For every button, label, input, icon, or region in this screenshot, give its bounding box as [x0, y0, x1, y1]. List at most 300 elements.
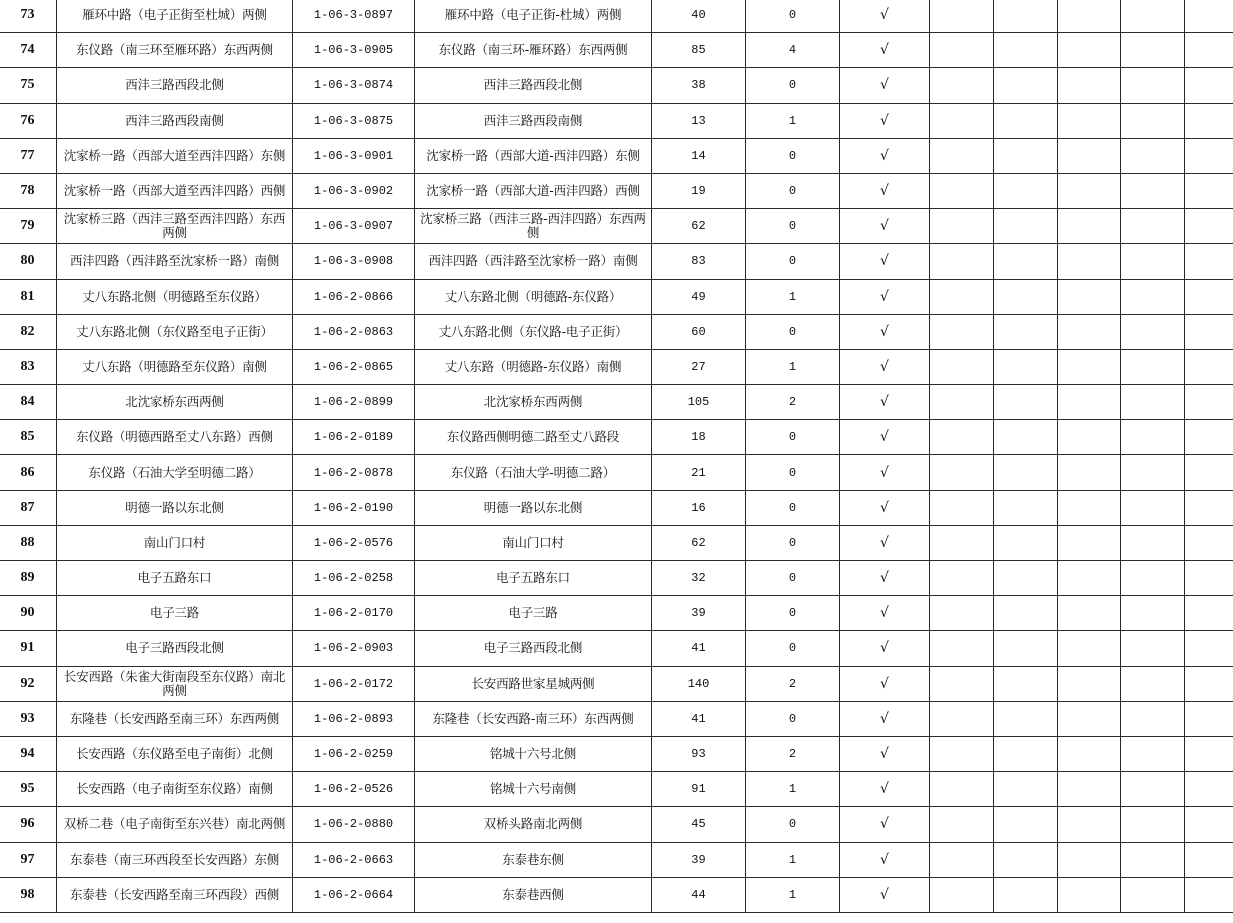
empty-cell	[1121, 842, 1185, 877]
empty-cell	[994, 68, 1058, 103]
check-mark-cell: √	[840, 68, 930, 103]
count-a-cell: 93	[652, 736, 746, 771]
location-name-cell: 东泰巷东侧	[415, 842, 652, 877]
row-number-cell: 98	[0, 877, 57, 912]
check-mark-cell: √	[840, 701, 930, 736]
empty-cell	[1121, 772, 1185, 807]
check-mark-cell: √	[840, 561, 930, 596]
code-cell: 1-06-3-0874	[293, 68, 415, 103]
row-number-cell: 95	[0, 772, 57, 807]
check-mark-cell: √	[840, 772, 930, 807]
road-section-cell: 沈家桥三路（西沣三路至西沣四路）东西两侧	[57, 209, 293, 244]
empty-cell	[1058, 349, 1121, 384]
road-section-cell: 东泰巷（南三环西段至长安西路）东侧	[57, 842, 293, 877]
count-b-cell: 0	[746, 455, 840, 490]
empty-cell	[930, 490, 994, 525]
empty-cell	[1185, 0, 1233, 33]
empty-cell	[930, 349, 994, 384]
location-name-cell: 电子三路	[415, 596, 652, 631]
empty-cell	[1121, 490, 1185, 525]
count-b-cell: 0	[746, 420, 840, 455]
count-a-cell: 85	[652, 33, 746, 68]
empty-cell	[930, 561, 994, 596]
empty-cell	[1121, 68, 1185, 103]
code-cell: 1-06-3-0897	[293, 0, 415, 33]
count-b-cell: 0	[746, 631, 840, 666]
empty-cell	[1058, 455, 1121, 490]
empty-cell	[994, 138, 1058, 173]
empty-cell	[994, 666, 1058, 701]
check-mark-cell: √	[840, 490, 930, 525]
empty-cell	[994, 772, 1058, 807]
road-section-cell: 双桥二巷（电子南街至东兴巷）南北两侧	[57, 807, 293, 842]
road-section-cell: 雁环中路（电子正街至杜城）两侧	[57, 0, 293, 33]
empty-cell	[1185, 701, 1233, 736]
empty-cell	[930, 209, 994, 244]
row-number-cell: 86	[0, 455, 57, 490]
row-number-cell: 79	[0, 209, 57, 244]
count-b-cell: 2	[746, 666, 840, 701]
road-section-cell: 电子五路东口	[57, 561, 293, 596]
check-mark-cell: √	[840, 525, 930, 560]
empty-cell	[930, 103, 994, 138]
row-number-cell: 91	[0, 631, 57, 666]
count-b-cell: 0	[746, 68, 840, 103]
road-section-cell: 电子三路西段北侧	[57, 631, 293, 666]
empty-cell	[1185, 279, 1233, 314]
empty-cell	[930, 420, 994, 455]
location-name-cell: 南山门口村	[415, 525, 652, 560]
code-cell: 1-06-2-0866	[293, 279, 415, 314]
table-row	[0, 772, 1233, 807]
row-number-cell: 85	[0, 420, 57, 455]
table-row	[0, 314, 1233, 349]
road-section-cell: 东隆巷（长安西路至南三环）东西两侧	[57, 701, 293, 736]
empty-cell	[1121, 279, 1185, 314]
table-row	[0, 33, 1233, 68]
table-row	[0, 420, 1233, 455]
check-mark-cell: √	[840, 631, 930, 666]
empty-cell	[1185, 173, 1233, 208]
location-name-cell: 东仪路西侧明德二路至丈八路段	[415, 420, 652, 455]
empty-cell	[1058, 842, 1121, 877]
road-section-cell: 沈家桥一路（西部大道至西沣四路）西侧	[57, 173, 293, 208]
road-section-cell: 东泰巷（长安西路至南三环西段）西侧	[57, 877, 293, 912]
code-cell: 1-06-2-0903	[293, 631, 415, 666]
empty-cell	[930, 807, 994, 842]
row-number-cell: 93	[0, 701, 57, 736]
empty-cell	[1185, 490, 1233, 525]
empty-cell	[1185, 631, 1233, 666]
empty-cell	[1058, 525, 1121, 560]
empty-cell	[1121, 103, 1185, 138]
empty-cell	[1185, 525, 1233, 560]
count-b-cell: 0	[746, 244, 840, 279]
empty-cell	[1058, 209, 1121, 244]
check-mark-cell: √	[840, 103, 930, 138]
code-cell: 1-06-2-0170	[293, 596, 415, 631]
empty-cell	[930, 68, 994, 103]
empty-cell	[994, 314, 1058, 349]
empty-cell	[994, 525, 1058, 560]
code-cell: 1-06-2-0664	[293, 877, 415, 912]
count-b-cell: 0	[746, 807, 840, 842]
empty-cell	[994, 877, 1058, 912]
empty-cell	[930, 842, 994, 877]
location-name-cell: 铭城十六号北侧	[415, 736, 652, 771]
empty-cell	[1185, 596, 1233, 631]
row-number-cell: 90	[0, 596, 57, 631]
empty-cell	[1121, 385, 1185, 420]
count-a-cell: 41	[652, 631, 746, 666]
code-cell: 1-06-3-0875	[293, 103, 415, 138]
code-cell: 1-06-2-0576	[293, 525, 415, 560]
empty-cell	[994, 455, 1058, 490]
location-name-cell: 东仪路（南三环-雁环路）东西两侧	[415, 33, 652, 68]
road-section-cell: 长安西路（电子南街至东仪路）南侧	[57, 772, 293, 807]
empty-cell	[1185, 842, 1233, 877]
count-b-cell: 0	[746, 173, 840, 208]
empty-cell	[1185, 455, 1233, 490]
check-mark-cell: √	[840, 209, 930, 244]
count-b-cell: 1	[746, 842, 840, 877]
empty-cell	[1121, 455, 1185, 490]
table-row	[0, 138, 1233, 173]
empty-cell	[994, 103, 1058, 138]
count-b-cell: 0	[746, 490, 840, 525]
empty-cell	[994, 807, 1058, 842]
empty-cell	[1185, 33, 1233, 68]
empty-cell	[930, 772, 994, 807]
count-b-cell: 2	[746, 385, 840, 420]
road-section-cell: 西沣三路西段北侧	[57, 68, 293, 103]
row-number-cell: 96	[0, 807, 57, 842]
road-section-cell: 长安西路（朱雀大街南段至东仪路）南北两侧	[57, 666, 293, 701]
table-row	[0, 490, 1233, 525]
table-row	[0, 807, 1233, 842]
count-b-cell: 0	[746, 138, 840, 173]
road-section-cell: 北沈家桥东西两侧	[57, 385, 293, 420]
road-section-cell: 丈八东路（明德路至东仪路）南侧	[57, 349, 293, 384]
code-cell: 1-06-2-0878	[293, 455, 415, 490]
empty-cell	[930, 173, 994, 208]
empty-cell	[1058, 736, 1121, 771]
empty-cell	[1185, 103, 1233, 138]
check-mark-cell: √	[840, 807, 930, 842]
check-mark-cell: √	[840, 244, 930, 279]
road-section-cell: 沈家桥一路（西部大道至西沣四路）东侧	[57, 138, 293, 173]
location-name-cell: 丈八东路（明德路-东仪路）南侧	[415, 349, 652, 384]
empty-cell	[1121, 596, 1185, 631]
empty-cell	[994, 173, 1058, 208]
empty-cell	[930, 314, 994, 349]
code-cell: 1-06-2-0880	[293, 807, 415, 842]
empty-cell	[994, 701, 1058, 736]
empty-cell	[1121, 631, 1185, 666]
location-name-cell: 沈家桥一路（西部大道-西沣四路）西侧	[415, 173, 652, 208]
empty-cell	[1185, 314, 1233, 349]
check-mark-cell: √	[840, 0, 930, 33]
road-section-cell: 南山门口村	[57, 525, 293, 560]
empty-cell	[1058, 314, 1121, 349]
count-b-cell: 0	[746, 209, 840, 244]
location-name-cell: 西沣四路（西沣路至沈家桥一路）南侧	[415, 244, 652, 279]
location-name-cell: 丈八东路北侧（明德路-东仪路）	[415, 279, 652, 314]
road-section-cell: 长安西路（东仪路至电子南街）北侧	[57, 736, 293, 771]
table-row	[0, 561, 1233, 596]
check-mark-cell: √	[840, 736, 930, 771]
empty-cell	[1058, 279, 1121, 314]
location-name-cell: 雁环中路（电子正街-杜城）两侧	[415, 0, 652, 33]
count-b-cell: 0	[746, 314, 840, 349]
count-b-cell: 0	[746, 525, 840, 560]
empty-cell	[930, 385, 994, 420]
count-a-cell: 27	[652, 349, 746, 384]
empty-cell	[1121, 33, 1185, 68]
table-row	[0, 842, 1233, 877]
count-a-cell: 60	[652, 314, 746, 349]
row-number-cell: 81	[0, 279, 57, 314]
empty-cell	[994, 596, 1058, 631]
code-cell: 1-06-2-0865	[293, 349, 415, 384]
empty-cell	[1121, 561, 1185, 596]
code-cell: 1-06-3-0907	[293, 209, 415, 244]
code-cell: 1-06-2-0893	[293, 701, 415, 736]
row-number-cell: 82	[0, 314, 57, 349]
table-row	[0, 596, 1233, 631]
empty-cell	[1121, 420, 1185, 455]
count-a-cell: 18	[652, 420, 746, 455]
road-section-cell: 西沣三路西段南侧	[57, 103, 293, 138]
table-row	[0, 244, 1233, 279]
count-a-cell: 91	[652, 772, 746, 807]
empty-cell	[930, 33, 994, 68]
location-name-cell: 电子三路西段北侧	[415, 631, 652, 666]
table-row	[0, 877, 1233, 912]
empty-cell	[1058, 138, 1121, 173]
empty-cell	[1185, 420, 1233, 455]
code-cell: 1-06-2-0899	[293, 385, 415, 420]
code-cell: 1-06-3-0902	[293, 173, 415, 208]
empty-cell	[930, 666, 994, 701]
table-row	[0, 631, 1233, 666]
road-section-cell: 丈八东路北侧（东仪路至电子正街）	[57, 314, 293, 349]
row-number-cell: 94	[0, 736, 57, 771]
table-row	[0, 385, 1233, 420]
row-number-cell: 89	[0, 561, 57, 596]
count-a-cell: 32	[652, 561, 746, 596]
empty-cell	[1121, 807, 1185, 842]
code-cell: 1-06-3-0905	[293, 33, 415, 68]
empty-cell	[1121, 666, 1185, 701]
table-row	[0, 173, 1233, 208]
table-row	[0, 68, 1233, 103]
empty-cell	[930, 596, 994, 631]
empty-cell	[1058, 244, 1121, 279]
code-cell: 1-06-3-0901	[293, 138, 415, 173]
row-number-cell: 97	[0, 842, 57, 877]
count-a-cell: 49	[652, 279, 746, 314]
empty-cell	[994, 33, 1058, 68]
row-number-cell: 78	[0, 173, 57, 208]
empty-cell	[994, 420, 1058, 455]
empty-cell	[1121, 349, 1185, 384]
location-name-cell: 沈家桥一路（西部大道-西沣四路）东侧	[415, 138, 652, 173]
empty-cell	[994, 736, 1058, 771]
empty-cell	[1058, 877, 1121, 912]
empty-cell	[1058, 173, 1121, 208]
code-cell: 1-06-2-0259	[293, 736, 415, 771]
empty-cell	[1185, 385, 1233, 420]
row-number-cell: 84	[0, 385, 57, 420]
location-name-cell: 丈八东路北侧（东仪路-电子正街）	[415, 314, 652, 349]
empty-cell	[994, 631, 1058, 666]
empty-cell	[1121, 314, 1185, 349]
empty-cell	[1058, 561, 1121, 596]
count-b-cell: 1	[746, 349, 840, 384]
empty-cell	[1121, 701, 1185, 736]
location-name-cell: 东隆巷（长安西路-南三环）东西两侧	[415, 701, 652, 736]
empty-cell	[1058, 420, 1121, 455]
count-b-cell: 0	[746, 0, 840, 33]
empty-cell	[930, 455, 994, 490]
row-number-cell: 77	[0, 138, 57, 173]
empty-cell	[930, 138, 994, 173]
empty-cell	[1058, 0, 1121, 33]
empty-cell	[994, 561, 1058, 596]
row-number-cell: 92	[0, 666, 57, 701]
row-number-cell: 75	[0, 68, 57, 103]
count-a-cell: 19	[652, 173, 746, 208]
count-a-cell: 14	[652, 138, 746, 173]
check-mark-cell: √	[840, 877, 930, 912]
empty-cell	[1058, 33, 1121, 68]
row-number-cell: 88	[0, 525, 57, 560]
check-mark-cell: √	[840, 666, 930, 701]
check-mark-cell: √	[840, 596, 930, 631]
location-name-cell: 东仪路（石油大学-明德二路）	[415, 455, 652, 490]
count-b-cell: 4	[746, 33, 840, 68]
empty-cell	[1185, 68, 1233, 103]
count-b-cell: 1	[746, 279, 840, 314]
empty-cell	[1058, 701, 1121, 736]
road-section-cell: 东仪路（南三环至雁环路）东西两侧	[57, 33, 293, 68]
location-name-cell: 东泰巷西侧	[415, 877, 652, 912]
location-name-cell: 沈家桥三路（西沣三路-西沣四路）东西两侧	[415, 209, 652, 244]
location-name-cell: 双桥头路南北两侧	[415, 807, 652, 842]
empty-cell	[1185, 807, 1233, 842]
table-row	[0, 0, 1233, 33]
road-section-cell: 东仪路（石油大学至明德二路）	[57, 455, 293, 490]
count-a-cell: 62	[652, 525, 746, 560]
table-row	[0, 209, 1233, 244]
code-cell: 1-06-2-0863	[293, 314, 415, 349]
location-name-cell: 西沣三路西段北侧	[415, 68, 652, 103]
road-section-cell: 丈八东路北侧（明德路至东仪路）	[57, 279, 293, 314]
count-a-cell: 39	[652, 596, 746, 631]
check-mark-cell: √	[840, 279, 930, 314]
empty-cell	[1185, 736, 1233, 771]
empty-cell	[1058, 666, 1121, 701]
check-mark-cell: √	[840, 349, 930, 384]
empty-cell	[1121, 173, 1185, 208]
count-a-cell: 40	[652, 0, 746, 33]
empty-cell	[1185, 244, 1233, 279]
code-cell: 1-06-2-0189	[293, 420, 415, 455]
empty-cell	[1121, 209, 1185, 244]
row-number-cell: 87	[0, 490, 57, 525]
location-name-cell: 北沈家桥东西两侧	[415, 385, 652, 420]
empty-cell	[930, 631, 994, 666]
empty-cell	[1185, 138, 1233, 173]
count-a-cell: 41	[652, 701, 746, 736]
row-number-cell: 83	[0, 349, 57, 384]
empty-cell	[994, 349, 1058, 384]
code-cell: 1-06-2-0258	[293, 561, 415, 596]
empty-cell	[994, 490, 1058, 525]
table-row	[0, 736, 1233, 771]
empty-cell	[1185, 666, 1233, 701]
road-section-cell: 电子三路	[57, 596, 293, 631]
empty-cell	[1185, 561, 1233, 596]
count-a-cell: 13	[652, 103, 746, 138]
count-b-cell: 0	[746, 596, 840, 631]
check-mark-cell: √	[840, 842, 930, 877]
table-row	[0, 455, 1233, 490]
empty-cell	[930, 525, 994, 560]
empty-cell	[1185, 349, 1233, 384]
count-a-cell: 38	[652, 68, 746, 103]
row-number-cell: 74	[0, 33, 57, 68]
table-row	[0, 349, 1233, 384]
check-mark-cell: √	[840, 385, 930, 420]
road-section-cell: 西沣四路（西沣路至沈家桥一路）南侧	[57, 244, 293, 279]
count-a-cell: 83	[652, 244, 746, 279]
count-a-cell: 16	[652, 490, 746, 525]
code-cell: 1-06-2-0663	[293, 842, 415, 877]
empty-cell	[930, 877, 994, 912]
empty-cell	[1121, 877, 1185, 912]
empty-cell	[1058, 385, 1121, 420]
empty-cell	[1058, 596, 1121, 631]
empty-cell	[1058, 103, 1121, 138]
location-name-cell: 长安西路世家星城两侧	[415, 666, 652, 701]
row-number-cell: 76	[0, 103, 57, 138]
empty-cell	[930, 736, 994, 771]
empty-cell	[930, 0, 994, 33]
empty-cell	[994, 842, 1058, 877]
road-section-cell: 东仪路（明德西路至丈八东路）西侧	[57, 420, 293, 455]
table-row	[0, 701, 1233, 736]
code-cell: 1-06-3-0908	[293, 244, 415, 279]
count-a-cell: 62	[652, 209, 746, 244]
code-cell: 1-06-2-0172	[293, 666, 415, 701]
empty-cell	[1058, 772, 1121, 807]
code-cell: 1-06-2-0190	[293, 490, 415, 525]
table-row	[0, 525, 1233, 560]
location-name-cell: 铭城十六号南侧	[415, 772, 652, 807]
row-number-cell: 73	[0, 0, 57, 33]
empty-cell	[1185, 877, 1233, 912]
empty-cell	[1058, 807, 1121, 842]
check-mark-cell: √	[840, 314, 930, 349]
empty-cell	[1121, 0, 1185, 33]
empty-cell	[994, 209, 1058, 244]
empty-cell	[930, 701, 994, 736]
empty-cell	[1121, 244, 1185, 279]
empty-cell	[1185, 209, 1233, 244]
count-a-cell: 39	[652, 842, 746, 877]
